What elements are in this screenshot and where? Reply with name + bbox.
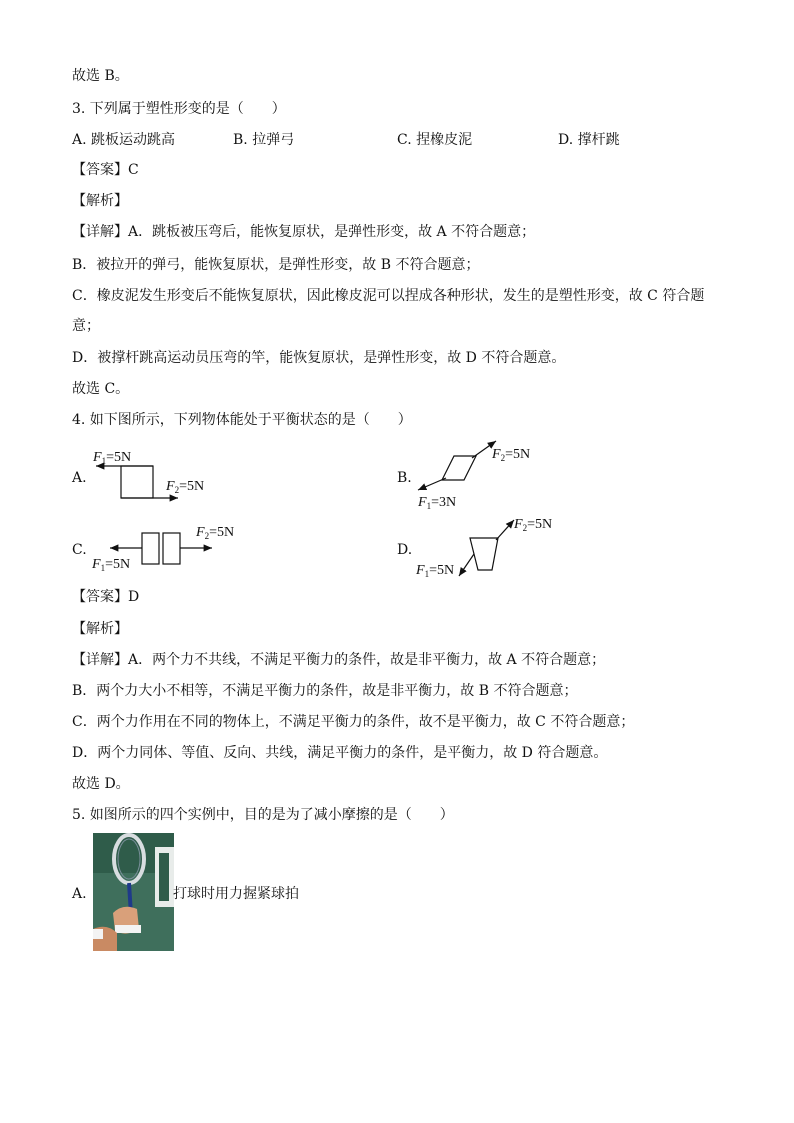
q3-detail-b: B．被拉开的弹弓，能恢复原状，是弹性形变，故 B 不符合题意； [72, 257, 480, 273]
question-4: 4. 如下图所示，下列物体能处于平衡状态的是（ ） [72, 412, 412, 428]
tennis-racket-photo [93, 833, 174, 951]
force-arrow-f2 [496, 520, 514, 540]
q4-analysis-heading: 【解析】 [72, 621, 128, 637]
q3-option-d: D. 撑杆跳 [558, 132, 620, 148]
block-right-icon [163, 533, 180, 564]
q5-option-a-label: A. [72, 886, 87, 902]
q4-option-c: C. [72, 542, 87, 558]
q4-option-a: A. [72, 470, 87, 486]
q4-detail-c: C．两个力作用在不同的物体上，不满足平衡力的条件，故不是平衡力，故 C 不符合题意； [72, 714, 635, 730]
question-5: 5. 如图所示的四个实例中，目的是为了减小摩擦的是（ ） [72, 807, 454, 823]
force-label-f2: $F_2=5N$ [196, 525, 235, 541]
force-label-f1: $F_1=5N$ [416, 563, 455, 579]
q3-option-b: B. 拉弹弓 [233, 132, 295, 148]
force-label-f2: $F_2=5N$ [514, 517, 553, 533]
force-label-f1: $F_1=5N$ [93, 450, 132, 466]
q4-detail-a: 【详解】A．两个力不共线，不满足平衡力的条件，故是非平衡力，故 A 不符合题意； [72, 652, 606, 668]
q3-detail-c: C．橡皮泥发生形变后不能恢复原状，因此橡皮泥可以捏成各种形状，发生的是塑性形变，故 C 符合题 [72, 288, 705, 304]
q4-option-b: B. [397, 470, 412, 486]
q4-diagram-a [90, 444, 230, 514]
q4-conclusion: 故选 D。 [72, 776, 130, 792]
block-left-icon [142, 533, 159, 564]
q3-option-c: C. 捏橡皮泥 [397, 132, 473, 148]
force-label-f2: $F_2=5N$ [492, 447, 531, 463]
q3-detail-c-cont: 意； [72, 318, 100, 334]
q3-conclusion: 故选 C。 [72, 381, 130, 397]
question-3: 3. 下列属于塑性形变的是（ ） [72, 101, 286, 117]
q3-answer: 【答案】C [72, 162, 139, 178]
force-arrow-f1 [459, 554, 474, 576]
block-icon [121, 466, 153, 498]
q5-option-a-text: 打球时用力握紧球拍 [173, 886, 299, 902]
trapezoid-block-icon [470, 538, 498, 570]
conclusion-q2: 故选 B。 [72, 68, 129, 84]
force-label-f2: $F_2=5N$ [166, 479, 205, 495]
q3-analysis-heading: 【解析】 [72, 193, 128, 209]
force-label-f1: $F_1=3N$ [418, 495, 457, 511]
q4-detail-d: D．两个力同体、等值、反向、共线，满足平衡力的条件，是平衡力，故 D 符合题意。 [72, 745, 608, 761]
q4-diagram-c [90, 518, 250, 580]
q4-detail-b: B．两个力大小不相等，不满足平衡力的条件，故是非平衡力，故 B 不符合题意； [72, 683, 578, 699]
q4-answer: 【答案】D [72, 589, 140, 605]
parallelogram-block-icon [442, 456, 476, 480]
q3-detail-a: 【详解】A．跳板被压弯后，能恢复原状，是弹性形变，故 A 不符合题意； [72, 224, 536, 240]
q4-diagram-b [410, 436, 560, 516]
q4-option-d: D. [397, 542, 413, 558]
force-arrow-f1 [418, 478, 446, 490]
q3-detail-d: D．被撑杆跳高运动员压弯的竿，能恢复原状，是弹性形变，故 D 不符合题意。 [72, 350, 566, 366]
q4-diagram-d [412, 510, 572, 585]
force-label-f1: $F_1=5N$ [92, 557, 131, 573]
q3-option-a: A. 跳板运动跳高 [72, 132, 176, 148]
